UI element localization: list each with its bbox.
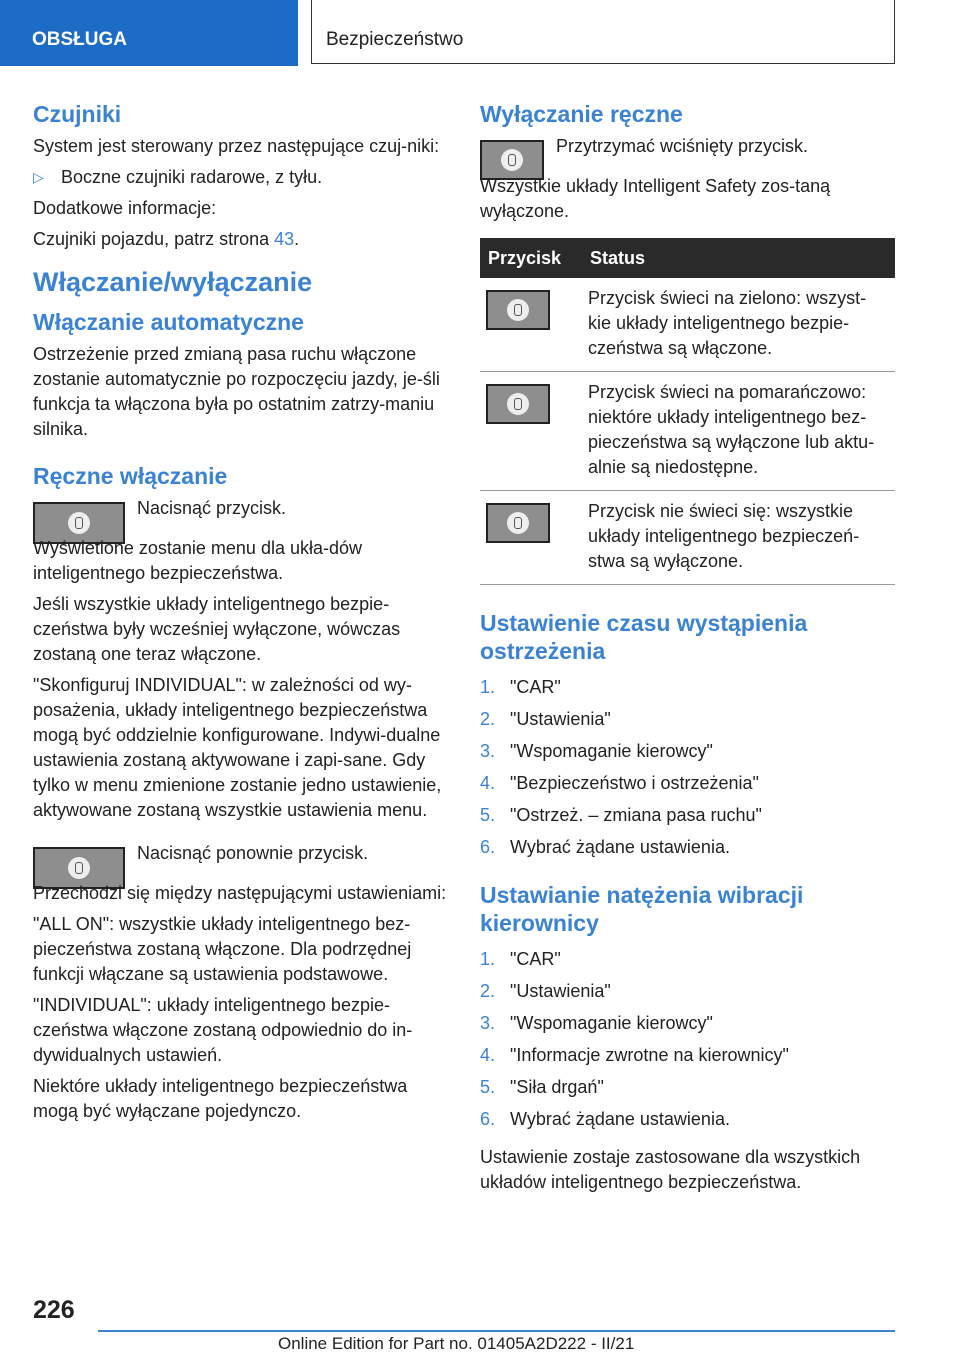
reference-text: Czujniki pojazdu, patrz strona — [33, 229, 270, 249]
list-warning-steps — [480, 671, 895, 863]
list-item: 1. "CAR" — [480, 949, 561, 969]
header-status: Status — [582, 238, 895, 278]
safety-button-image — [486, 503, 550, 543]
text-all-off: Wszystkie układy Intelligent Safety zos-taną wyłączone. — [480, 176, 831, 221]
heading-on-off: Włączanie/wyłączanie — [33, 267, 313, 297]
heading-warning-time: Ustawienie czasu wystąpienia ostrzeżenia — [480, 610, 808, 664]
left-column — [33, 100, 453, 1130]
list-vibration-steps — [480, 943, 895, 1135]
text-more-info: Dodatkowe informacje: — [33, 198, 217, 218]
text-applies: Ustawienie zostaje zastosowane dla wszystkich układów inteligentnego bezpieczeństwa. — [480, 1147, 861, 1192]
intelligent-safety-icon — [507, 299, 529, 321]
table-cell-icon — [480, 372, 582, 491]
list-item: 2. "Ustawienia" — [480, 709, 611, 729]
table-cell-status: Przycisk nie świeci się: wszystkie układy inteligentnego bezpieczeń-stwa są wyłączone. — [582, 491, 895, 585]
text-press: Nacisnąć przycisk. — [137, 498, 287, 518]
list-item: 6. Wybrać żądane ustawienia. — [480, 837, 730, 857]
list-item: 3. "Wspomaganie kierowcy" — [480, 1013, 713, 1033]
page-number: 226 — [33, 1296, 75, 1324]
text-individual: "INDIVIDUAL": układy inteligentnego bezpie-czeństwa włączone zostaną odpowiednio do in-dywidualnych ustawień. — [33, 995, 413, 1065]
text-sensors: System jest sterowany przez następujące czuj-niki: — [33, 136, 440, 156]
text-menu: Wyświetlone zostanie menu dla ukła-dów inteligentnego bezpieczeństwa. — [33, 538, 363, 583]
text-config: "Skonfiguruj INDIVIDUAL": w zależności od wy-posażenia, układy inteligentnego bezpieczeństwa mogą być oddzielnie konfigurowane. Indywi-dualne ustawienia zostaną aktywowane i zapi-sane. Gdy tylko w menu zmienione zostanie jedno ustawienie, aktywowane zostaną wszystkie ustawienia menu. — [33, 675, 442, 820]
chapter-title: Bezpieczeństwo — [311, 0, 895, 64]
text-press-again: Nacisnąć ponownie przycisk. — [137, 843, 369, 863]
text-cycle: Przechodzi się między następującymi ustawieniami: — [33, 883, 447, 903]
safety-button-image — [486, 384, 550, 424]
safety-button-image — [486, 290, 550, 330]
table-row — [480, 372, 895, 491]
intelligent-safety-icon — [507, 512, 529, 534]
intelligent-safety-icon — [501, 149, 523, 171]
intelligent-safety-icon — [68, 512, 90, 534]
page-link[interactable]: 43 — [274, 229, 295, 249]
list-item: 5. "Siła drgań" — [480, 1077, 604, 1097]
heading-auto: Włączanie automatyczne — [33, 309, 304, 335]
section-tab: OBSŁUGA — [0, 0, 298, 66]
intelligent-safety-icon — [507, 393, 529, 415]
table-row — [480, 278, 895, 372]
edition-info: Online Edition for Part no. 01405A2D222 - II/21 — [278, 1334, 635, 1353]
table-cell-icon — [480, 278, 582, 372]
text-some: Niektóre układy inteligentnego bezpieczeństwa mogą być wyłączane pojedynczo. — [33, 1076, 408, 1121]
list-item — [33, 165, 453, 190]
table-header-row — [480, 238, 895, 278]
triangle-bullet-icon: ▷ — [33, 169, 44, 185]
header-button: Przycisk — [480, 238, 582, 278]
footer-divider — [98, 1330, 895, 1332]
text-auto: Ostrzeżenie przed zmianą pasa ruchu włączone zostanie automatycznie po rozpoczęciu jazdy, je-śli funkcja ta włączona była po ostatnim zatrzy-maniu silnika. — [33, 344, 440, 439]
list-item: 1. "CAR" — [480, 677, 561, 697]
list-item: 4. "Informacje zwrotne na kierownicy" — [480, 1045, 789, 1065]
table-cell-icon — [480, 491, 582, 585]
heading-vibration: Ustawianie natężenia wibracji kierownicy — [480, 882, 804, 936]
bullet-text: Boczne czujniki radarowe, z tyłu. — [61, 167, 323, 187]
table-row — [480, 491, 895, 585]
heading-manual: Ręczne włączanie — [33, 463, 228, 489]
table-cell-status: Przycisk świeci na pomarańczowo: niektóre układy inteligentnego bez-pieczeństwa są wyłączone lub aktu-alnie są niedostępne. — [582, 372, 895, 491]
reference-end: . — [294, 229, 300, 249]
list-item: 3. "Wspomaganie kierowcy" — [480, 741, 713, 761]
text-reference — [33, 227, 453, 252]
right-column — [480, 100, 895, 1201]
intelligent-safety-icon — [68, 857, 90, 879]
text-all-on: "ALL ON": wszystkie układy inteligentnego bez-pieczeństwa zostaną włączone. Dla podrzędnej funkcji włączane są ustawienia podstawowe. — [33, 914, 412, 984]
heading-off: Wyłączanie ręczne — [480, 101, 683, 127]
table-cell-status: Przycisk świeci na zielono: wszyst-kie układy inteligentnego bezpie-czeństwa są włączone. — [582, 278, 895, 372]
heading-sensors: Czujniki — [33, 101, 122, 127]
list-item: 5. "Ostrzeż. – zmiana pasa ruchu" — [480, 805, 762, 825]
list-item: 4. "Bezpieczeństwo i ostrzeżenia" — [480, 773, 759, 793]
status-table — [480, 238, 895, 585]
text-hold: Przytrzymać wciśnięty przycisk. — [556, 136, 809, 156]
list-item: 2. "Ustawienia" — [480, 981, 611, 1001]
list-item: 6. Wybrać żądane ustawienia. — [480, 1109, 730, 1129]
text-if: Jeśli wszystkie układy inteligentnego bezpie-czeństwa były wcześniej wyłączone, wówczas zostaną one teraz włączone. — [33, 594, 401, 664]
